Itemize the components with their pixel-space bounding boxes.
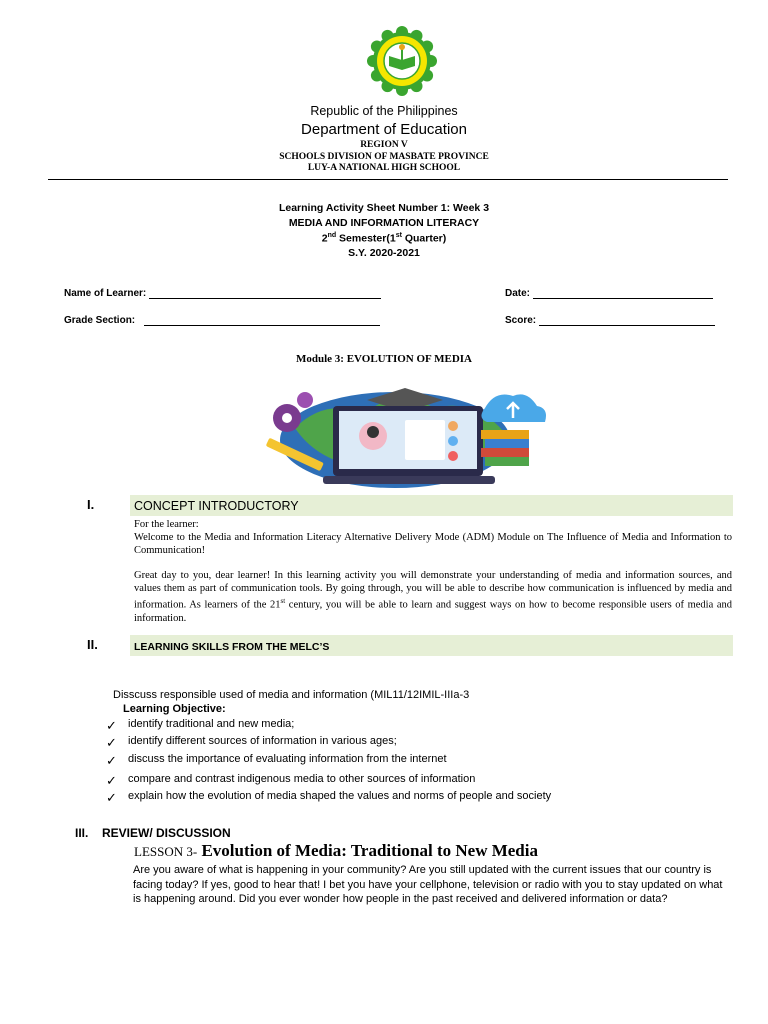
intro-paragraph: Great day to you, dear learner! In this learning activity you will demonstrate your understanding of media and information sources, and values them as part of communication tools. By going through, you will be able to describe how communication is influenced by media and information. As learners of the 21st century, you will be able to learn and suggest ways on how to become responsible users of media and information. <box>134 570 733 624</box>
module-title: Module 3: EVOLUTION OF MEDIA <box>296 353 472 365</box>
lesson-heading: LESSON 3- Evolution of Media: Traditional to New Media <box>134 841 538 860</box>
lesson-intro-paragraph: Are you aware of what is happening in your community? Are you still updated with the current issues that our country is facing today? If yes, good to hear that! I bet you have your cellphone, television or radio with you to stay updated on what is happening around. Did you ever wonder how people in the past received and delivered information or data? <box>133 864 723 905</box>
department-name: Department of Education <box>301 121 467 138</box>
name-of-learner-field[interactable] <box>64 288 381 299</box>
section-3-title: REVIEW/ DISCUSSION <box>102 826 231 840</box>
learning-objective-label: Learning Objective: <box>123 703 226 715</box>
section-2-numeral: II. <box>87 637 98 652</box>
welcome-paragraph: Welcome to the Media and Information Literacy Alternative Delivery Mode (ADM) Module on The Influence of Media and Information to Communication! <box>134 532 732 556</box>
melc-text: Disscuss responsible used of media and information (MIL11/12IMIL-IIIa-3 <box>113 689 470 701</box>
division-name: SCHOOLS DIVISION OF MASBATE PROVINCE <box>279 152 489 162</box>
country-name: Republic of the Philippines <box>310 104 458 118</box>
header-divider <box>48 179 728 180</box>
region-name: REGION V <box>360 140 408 150</box>
books-icon <box>481 430 529 439</box>
grade-blank[interactable] <box>144 315 380 326</box>
laptop-base-icon <box>323 476 495 484</box>
date-field[interactable] <box>505 288 713 299</box>
greeting: For the learner: <box>134 519 199 530</box>
school-year: S.Y. 2020-2021 <box>348 247 420 259</box>
section-1-numeral: I. <box>87 497 95 512</box>
checkmark-icon: ✓ <box>106 773 117 788</box>
subject-title: MEDIA AND INFORMATION LITERACY <box>288 217 480 229</box>
objective-item: ✓ compare and contrast indigenous media to other sources of information <box>106 773 476 788</box>
date-blank[interactable] <box>533 288 713 299</box>
score-blank[interactable] <box>539 315 715 326</box>
section-2-title: LEARNING SKILLS FROM THE MELC’S <box>134 641 330 653</box>
name-label: Name of Learner: <box>64 288 147 299</box>
objective-item: ✓ discuss the importance of evaluating information from the internet <box>106 753 447 768</box>
score-field[interactable] <box>505 315 715 326</box>
checkmark-icon: ✓ <box>106 718 117 733</box>
date-label: Date: <box>505 288 531 299</box>
section-3-numeral: III. <box>75 826 89 840</box>
grade-label: Grade Section: <box>64 315 136 326</box>
objective-item: ✓ identify different sources of information in various ages; <box>106 735 397 750</box>
semester-line: 2nd Semester(1st Quarter) <box>321 232 447 245</box>
grade-section-field[interactable] <box>64 315 380 326</box>
checkmark-icon: ✓ <box>106 735 117 750</box>
media-illustration <box>255 378 550 488</box>
checkmark-icon: ✓ <box>106 753 117 768</box>
objective-item: ✓ explain how the evolution of media shaped the values and norms of people and society <box>106 790 552 805</box>
objective-item: ✓ identify traditional and new media; <box>106 718 295 733</box>
checkmark-icon: ✓ <box>106 790 117 805</box>
school-name: LUY-A NATIONAL HIGH SCHOOL <box>307 163 461 173</box>
section-1-title: CONCEPT INTRODUCTORY <box>134 499 299 513</box>
activity-sheet-title: Learning Activity Sheet Number 1: Week 3 <box>278 202 490 214</box>
school-seal-logo <box>367 26 437 96</box>
name-blank[interactable] <box>149 288 381 299</box>
score-label: Score: <box>505 315 537 326</box>
